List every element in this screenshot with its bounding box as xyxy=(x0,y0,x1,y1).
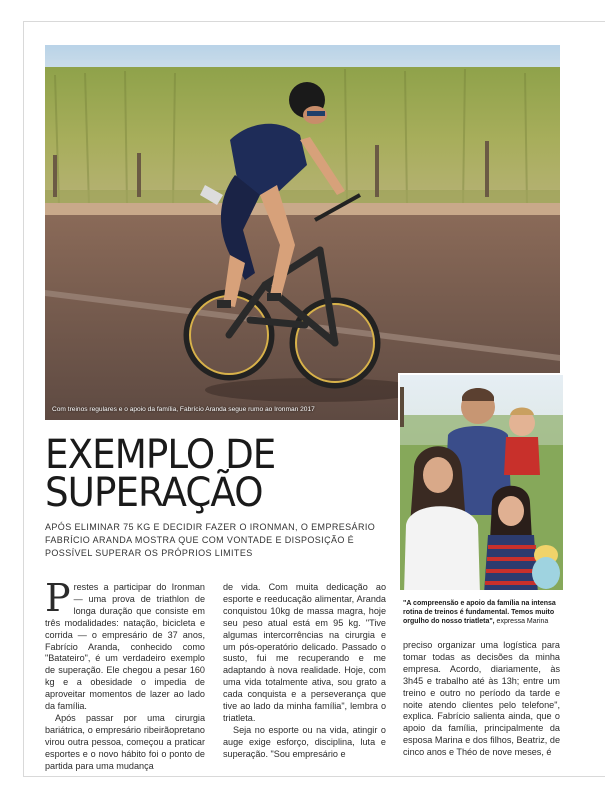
page-edge xyxy=(23,776,605,777)
body-column-2 xyxy=(223,582,386,761)
headline-line-2: SUPERAÇÃO xyxy=(45,470,263,516)
headline-line-1: EXEMPLO DE xyxy=(45,432,276,478)
family-photo-caption xyxy=(403,599,563,626)
article-deck: APÓS ELIMINAR 75 KG E DECIDIR FAZER O IRONMAN, O EMPRESÁRIO FABRÍCIO ARANDA MOSTRA QUE COM VONTADE E DISPOSIÇÃO É POSSÍVEL SUPERAR OS PRÓPRIOS LIMITES xyxy=(45,522,376,558)
family-caption-author: expressa Marina xyxy=(494,618,549,625)
page-edge xyxy=(23,21,24,777)
body-paragraph: Após passar por uma cirurgia bariátrica, o empresário ribeirãopretano virou outra pessoa, começou a praticar esportes e o novo hábito foi o ponto de partida para uma mudança xyxy=(45,712,205,771)
hero-photo-caption: Com treinos regulares e o apoio da família, Fabrício Aranda segue rumo ao Ironman 2017 xyxy=(52,406,315,413)
family-caption-quote: "A compreensão e apoio da família na intensa rotina de treinos é fundamental. Temos muito orgulho do nosso triatleta", xyxy=(403,600,556,625)
body-paragraph: Seja no esporte ou na vida, atingir o auge exige esforço, disciplina, luta e superação. "Sou empresário e xyxy=(223,724,386,759)
body-column-1 xyxy=(45,576,205,773)
hero-photo xyxy=(45,45,560,420)
article-headline xyxy=(45,432,371,516)
body-paragraph: restes a participar do Ironman — uma prova de triathlon de longa duração que consiste em três modalidades: natação, bicicleta e corrida — o empresário de 37 anos, Fabrício Aranda, conhecido como "Batateiro", é um verdadeiro exemplo de superação. Ele chegou a pesar 160 kg e a obesidade o impedia de aproveitar momentos de lazer ao lado da família. xyxy=(45,582,205,712)
drop-cap: P xyxy=(45,576,71,620)
family-photo xyxy=(398,373,565,592)
body-paragraph: preciso organizar uma logística para tomar todas as decisões da minha empresa. Acordo, diariamente, às 3h45 e trabalho até às 13h; entre um treino e outro no período da tarde e noite atendo clientes pelo telefone", explica. Fabrício salienta ainda, que o apoio da família, principalmente da esposa Marina e dos filhos, Beatriz, de cinco anos e Théo de nove meses, é xyxy=(403,640,560,758)
body-column-3 xyxy=(403,640,560,759)
page-edge xyxy=(23,21,605,22)
body-paragraph: de vida. Com muita dedicação ao esporte e reeducação alimentar, Aranda conquistou 10kg de massa magra, hoje seu peso atual está em 95 kg. "Tive algumas intercorrências na cirurgia e um pós-operatório delicado. Passado o susto, fui me recuperando e me adaptando à nova realidade. Hoje, com uma vida totalmente ativa, sou grato a cada conquista e a perseverança que tive ao lado da minha família", lembra o triatleta. xyxy=(223,582,386,723)
